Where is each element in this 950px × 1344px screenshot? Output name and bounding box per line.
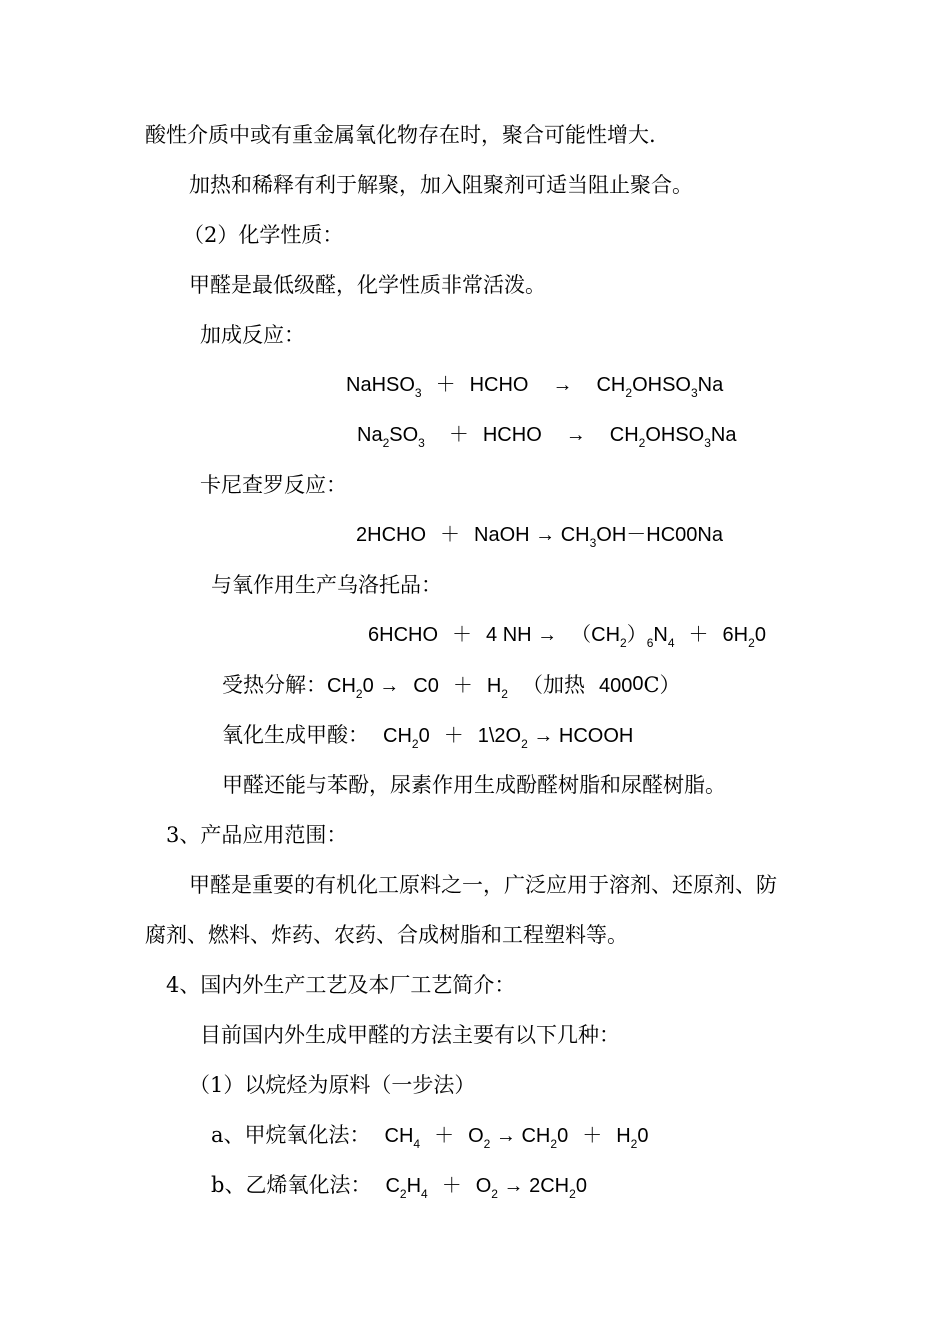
equation-ethylene-oxidation: b、乙烯氧化法： $C_2H_4 + O_2 \to 2CH_20$	[211, 1173, 587, 1201]
subsection-heading-alkane: （1）以烷烃为原料（一步法）	[189, 1073, 476, 1097]
section-heading-process: 4、国内外生产工艺及本厂工艺简介：	[166, 973, 516, 997]
text-line-16: 甲醛是重要的有机化工原料之一，广泛应用于溶剂、还原剂、防	[189, 873, 777, 897]
equation-urotropine: 6HCHO ＋ 4 NH → $(CH_2)_6N_4 + 6H_20$	[368, 624, 766, 650]
equation-methane-oxidation: a、甲烷氧化法： $CH_4 + O_2 \to CH_20 + H_20$	[211, 1123, 649, 1151]
text-line-4: 甲醛是最低级醛，化学性质非常活泼。	[189, 273, 546, 297]
equation-thermal-decomposition: 受热分解：$CH_20 \to C0 + H_2$ （加热 $400^0C$）	[222, 673, 681, 701]
equation-oxidation-formic-acid: 氧化生成甲酸： $CH_20$ ＋ $1\backslash 2O_2$ → HCOOH	[222, 723, 634, 751]
text-line-19: 目前国内外生成甲醛的方法主要有以下几种：	[200, 1023, 620, 1047]
text-line-2: 加热和稀释有利于解聚，加入阻聚剂可适当阻止聚合。	[189, 173, 693, 197]
addition-reaction-label: 加成反应：	[200, 323, 305, 347]
text-line-14: 甲醛还能与苯酚，尿素作用生成酚醛树脂和尿醛树脂。	[222, 773, 726, 797]
section-heading-chemical-properties: （2）化学性质：	[183, 223, 344, 247]
equation-cannizzaro: 2HCHO ＋ NaOH → $CH_3OH-HC00Na$	[356, 524, 723, 550]
cannizzaro-reaction-label: 卡尼查罗反应：	[200, 473, 347, 497]
text-line-17: 腐剂、燃料、炸药、农药、合成树脂和工程塑料等。	[145, 923, 628, 947]
text-line-1: 酸性介质中或有重金属氧化物存在时，聚合可能性增大.	[145, 123, 656, 147]
urotropine-label: 与氧作用生产乌洛托品：	[211, 573, 442, 597]
section-heading-application: 3、产品应用范围：	[166, 823, 348, 847]
equation-addition-1: NaHSO$_3$ ＋ HCHO → $CH_2OHSO_3Na$	[346, 374, 724, 400]
equation-addition-2: $Na_2SO_3$ ＋ HCHO → $CH_2OHSO_3Na$	[357, 424, 737, 450]
